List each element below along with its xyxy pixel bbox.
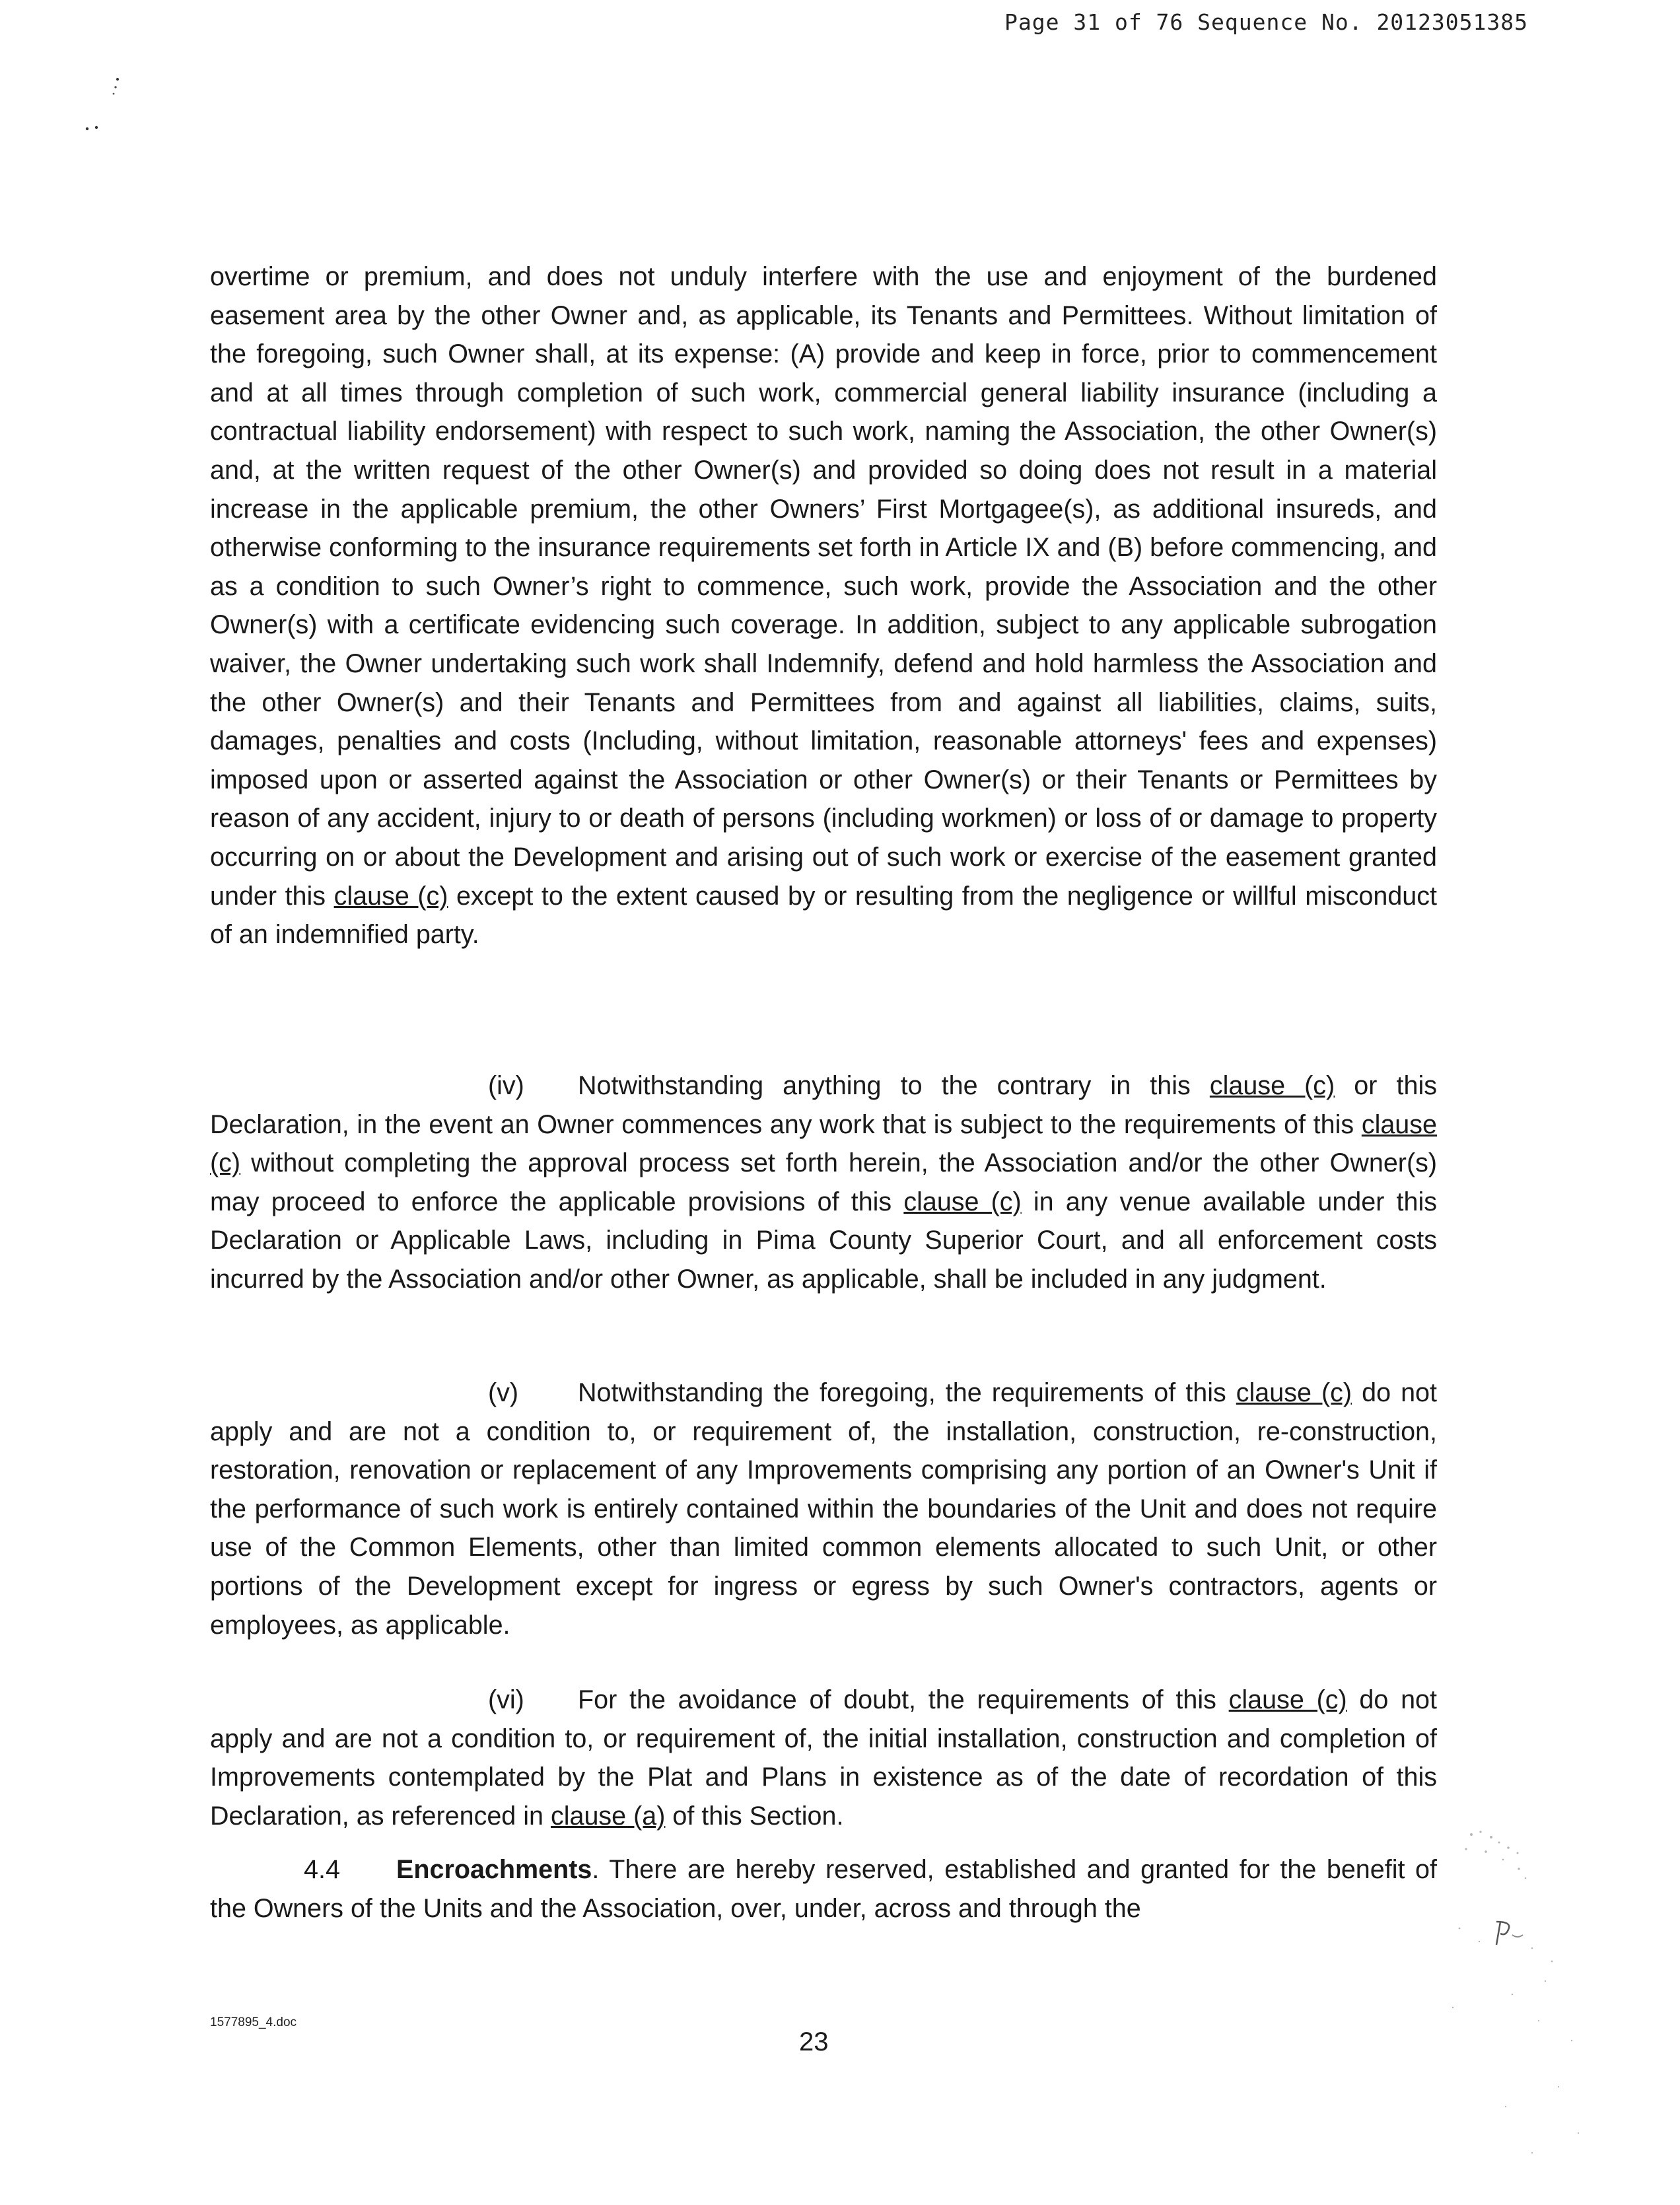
clause-c-reference: clause (c) <box>210 1109 1437 1178</box>
clause-a-reference: clause (a) <box>550 1801 666 1831</box>
text-run: except to the extent caused by or resulting from the negligence or willful misconduct of an indemnified party. <box>210 881 1437 950</box>
section-heading: Encroachments <box>396 1855 592 1884</box>
page-sequence-header: Page 31 of 76 Sequence No. 20123051385 <box>1004 9 1528 35</box>
clause-c-reference: clause (c) <box>333 881 448 911</box>
paragraph-v <box>210 1374 1437 1644</box>
paragraph-vi <box>210 1681 1437 1835</box>
text-run: overtime or premium, and does not unduly interfere with the use and enjoyment of the burdened easement area by the other Owner and, as applicable, its Tenants and Permittees. Without limitation of the foregoing, such Owner shall, at its expense: (A) provide and keep in force, prior to commencement and at all times through completion of such work, commercial general liability insurance (including a contractual liability endorsement) with respect to such work, naming the Association, the other Owner(s) and, at the written request of the other Owner(s) and provided so doing does not result in a material increase in the applicable premium, the other Owners’ First Mortgagee(s), as additional insureds, and otherwise conforming to the insurance requirements set forth in Article IX and (B) before commencing, and as a condition to such Owner’s right to commence, such work, provide the Association and the other Owner(s) with a certificate evidencing such coverage. In addition, subject to any applicable subrogation waiver, the Owner undertaking such work shall Indemnify, defend and hold harmless the Association and the other Owner(s) and their Tenants and Permittees from and against all liabilities, claims, suits, damages, penalties and costs (Including, without limitation, reasonable attorneys' fees and expenses) imposed upon or asserted against the Association or other Owner(s) or their Tenants or Permittees by reason of any accident, injury to or death of persons (including workmen) or loss of or damage to property occurring on or about the Development and arising out of such work or exercise of the easement granted under this <box>210 262 1437 911</box>
page-number: 23 <box>799 2027 829 2056</box>
section-number: 4.4 <box>304 1855 340 1884</box>
text-run: without completing the approval process set forth herein, the Association and/or the other Owner(s) may proceed to enforce the applicable provisions of this <box>210 1148 1437 1216</box>
text-run: or this Declaration, in the event an Owner commences any work that is subject to the requirements of this <box>210 1071 1437 1139</box>
faint-stamp-mark <box>1440 1823 1664 2179</box>
clause-c-reference: clause (c) <box>1228 1685 1347 1714</box>
text-run: in any venue available under this Declaration or Applicable Laws, including in Pima County Superior Court, and all enforcement costs incurred by the Association and/or other Owner, as applicable, shall be included in any judgment. <box>210 1187 1437 1294</box>
clause-c-reference: clause (c) <box>1236 1378 1352 1407</box>
clause-c-reference: clause (c) <box>903 1187 1022 1216</box>
text-run: of this Section. <box>665 1801 844 1831</box>
text-run: do not apply and are not a condition to, or requirement of, the installation, construction, re-construction, restoration, renovation or replacement of any Improvements comprising any portion of an Owner's Unit if the performance of such work is entirely contained within the boundaries of the Unit and does not require use of the Common Elements, other than limited common elements allocated to such Unit, or other portions of the Development except for ingress or egress by such Owner's contractors, agents or employees, as applicable. <box>210 1378 1437 1640</box>
clause-c-reference: clause (c) <box>1209 1071 1335 1100</box>
subclause-marker: (v) <box>488 1378 519 1407</box>
scan-specks <box>79 73 132 139</box>
subclause-marker: (vi) <box>488 1685 524 1714</box>
text-run: For the avoidance of doubt, the requirements of this <box>578 1685 1229 1714</box>
text-run: . There are hereby reserved, established and granted for the benefit of the Owners of the Units and the Association, over, under, across and through the <box>210 1855 1437 1923</box>
document-id: 1577895_4.doc <box>210 2015 297 2029</box>
paragraph-iv <box>210 1067 1437 1299</box>
subclause-marker: (iv) <box>488 1071 524 1100</box>
text-run: Notwithstanding the foregoing, the requirements of this <box>578 1378 1236 1407</box>
section-4-4-encroachments <box>210 1850 1437 1928</box>
text-run: Notwithstanding anything to the contrary in this <box>578 1071 1210 1100</box>
text-run: do not apply and are not a condition to, or requirement of, the initial installation, construction and completion of Improvements contemplated by the Plat and Plans in existence as of the date of recordation of this Declaration, as referenced in <box>210 1685 1437 1831</box>
paragraph-continuation <box>210 258 1437 954</box>
